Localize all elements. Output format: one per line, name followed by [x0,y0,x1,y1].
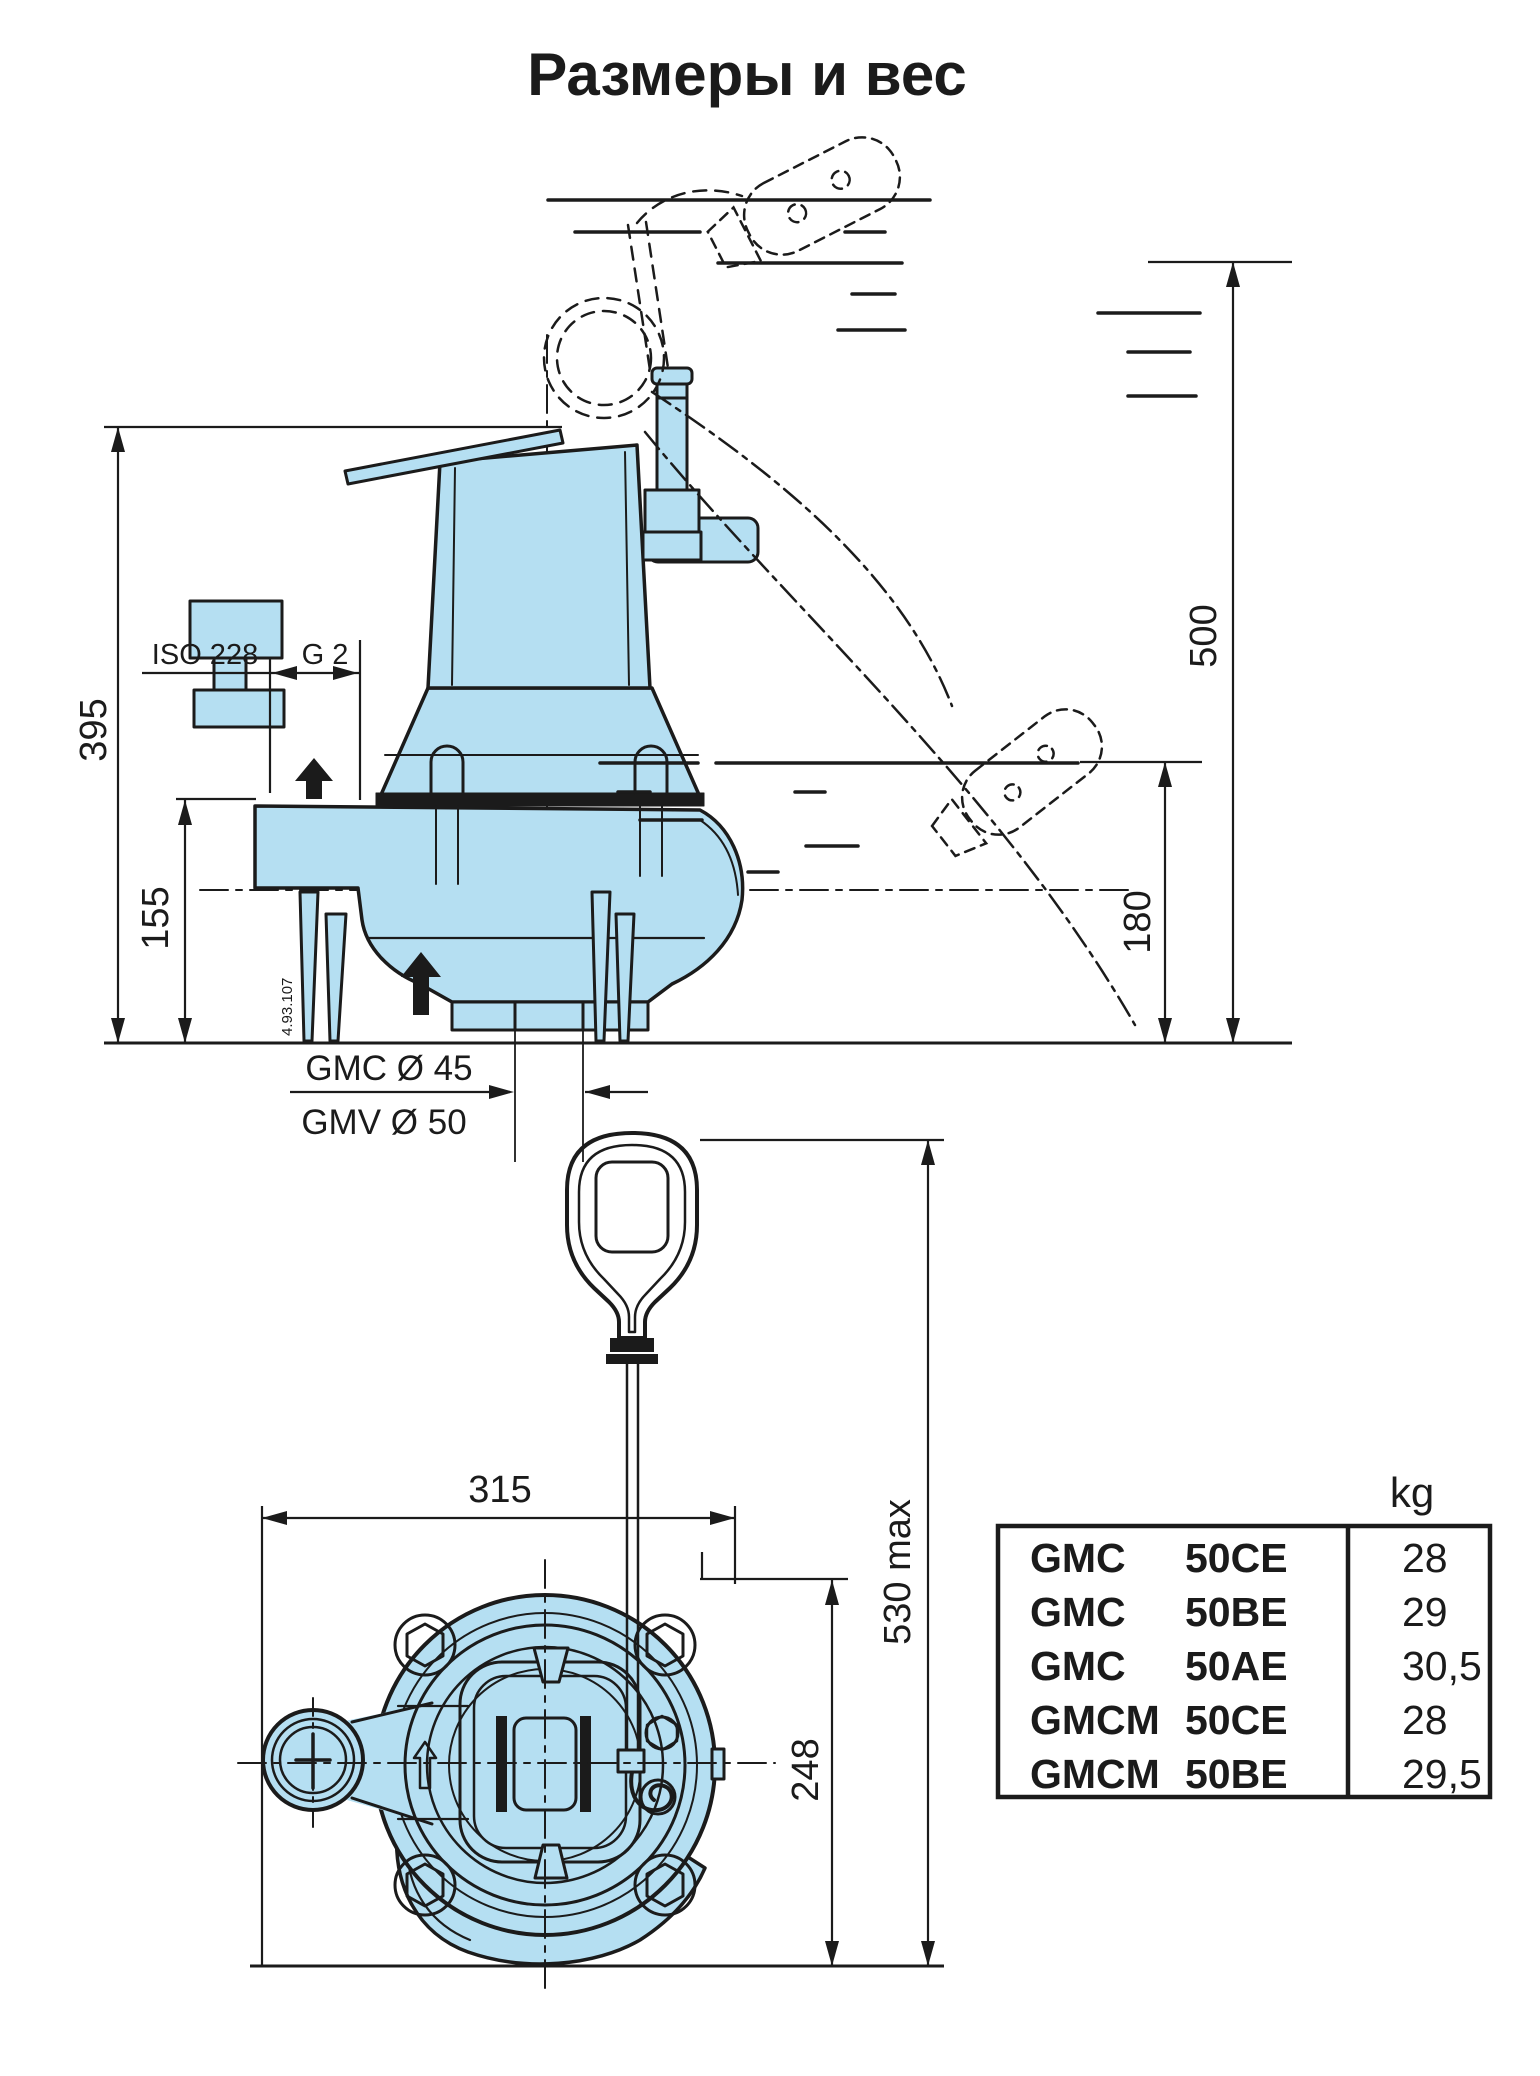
cable-to-float [637,190,742,223]
model-size: 50BE [1185,1751,1288,1797]
gland-flange [643,532,701,560]
table-row [1030,1751,1482,1797]
model-weight: 28 [1402,1697,1448,1743]
gland-nut [645,490,699,532]
pump-side-view [190,335,1128,1041]
dim-530-label: 530 max [877,1499,919,1645]
float-clamp-2 [606,1354,658,1364]
table-row [1030,1589,1448,1635]
float-clamp-1 [610,1338,654,1352]
cable-lines [628,222,668,370]
discharge-flow-arrow-icon [295,758,333,799]
motor-housing [428,445,650,688]
float-switch-side-1 [700,125,913,284]
model-name: GMC [1030,1643,1126,1689]
model-size: 50CE [1185,1535,1288,1581]
outlet-extension-lines [515,1030,583,1162]
leg [300,892,318,1041]
model-name: GMC [1030,1589,1126,1635]
table-row [1030,1697,1448,1743]
float-pin [785,201,809,225]
model-weight: 29,5 [1402,1751,1482,1797]
pump-top-view [238,1560,775,1990]
dim-180-label: 180 [1117,890,1159,954]
cable-fitting [618,1750,644,1772]
leg [326,914,346,1041]
outlet-gmv-label: GMV Ø 50 [301,1103,467,1142]
float-boot [927,799,987,863]
model-size: 50AE [1185,1643,1288,1689]
model-size: 50CE [1185,1697,1288,1743]
cable-loop-inner [557,311,651,405]
float-body [732,125,913,267]
dim-155-label: 155 [135,886,177,950]
dim-248-label: 248 [785,1738,827,1802]
cable-loop-outer [544,298,664,418]
drawing-number-label: 4.93.107 [279,977,296,1036]
dim-315-label: 315 [468,1469,532,1511]
model-name: GMC [1030,1535,1126,1581]
float-pin [1001,781,1023,803]
page-title: Размеры и вес [527,41,967,108]
thread-size-label: G 2 [301,639,349,671]
float-pin [829,168,853,192]
float-window [596,1162,668,1252]
dim-395-label: 395 [73,698,115,762]
outlet-gmc-label: GMC Ø 45 [305,1049,473,1088]
clamp-band [376,793,704,806]
gland-ring [657,384,687,398]
weight-unit-header: kg [1389,1469,1435,1516]
dim-500-label: 500 [1183,604,1225,668]
table-row [1030,1535,1448,1581]
model-weight: 29 [1402,1589,1448,1635]
water-level-upper [548,200,1200,396]
float-boot [703,207,761,276]
iso-standard-label: ISO 228 [151,639,259,671]
model-name: GMCM [1030,1751,1160,1797]
float-switch-side-2 [922,696,1116,870]
model-weight: 30,5 [1402,1643,1482,1689]
weight-table [998,1469,1490,1797]
model-weight: 28 [1402,1535,1448,1581]
table-row [1030,1643,1482,1689]
motor-skirt [380,688,700,797]
model-size: 50BE [1185,1589,1288,1635]
model-name: GMCM [1030,1697,1160,1743]
